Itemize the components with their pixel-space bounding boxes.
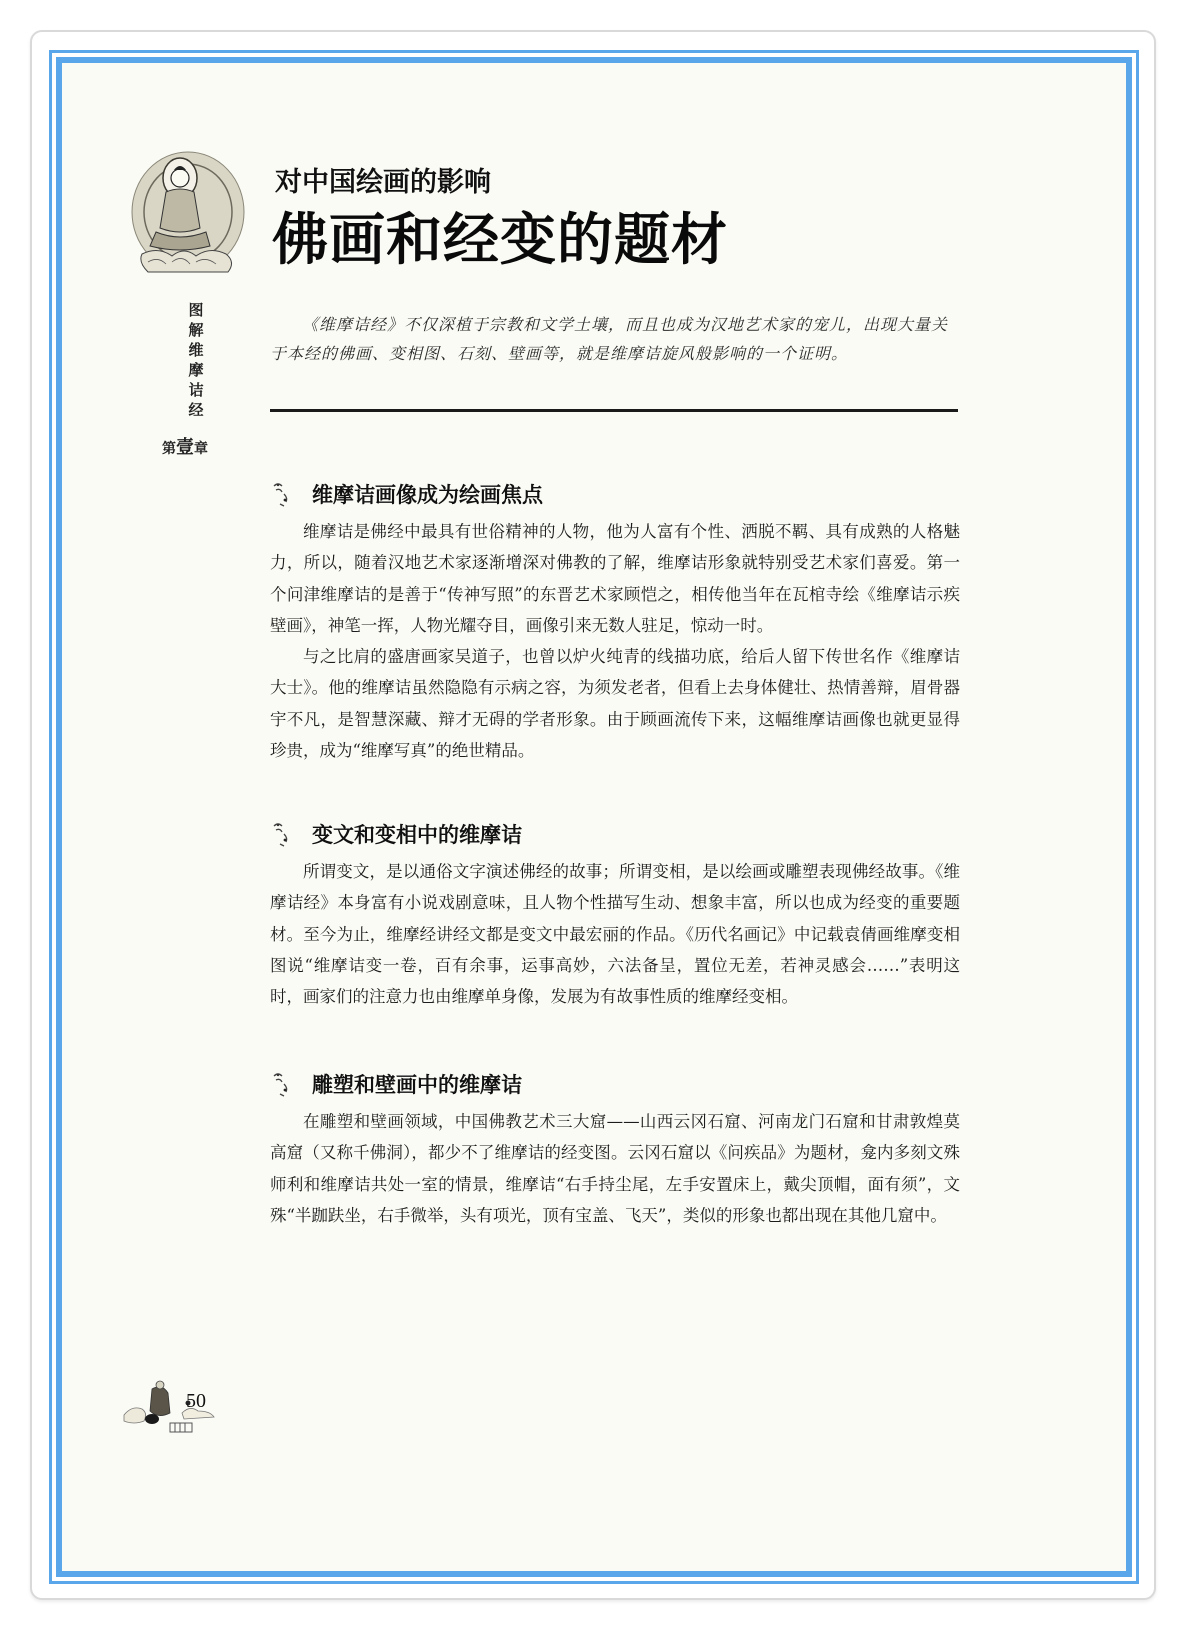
body-paragraph: 在雕塑和壁画领域，中国佛教艺术三大窟——山西云冈石窟、河南龙门石窟和甘肃敦煌莫高窟（又称千佛洞），都少不了维摩诘的经变图。云冈石窟以《问疾品》为题材，龛内多刻文殊师利和维摩诘共处一室的情景，维摩诘“右手持尘尾，左手安置床上，戴尖顶帽，面有须”，文殊“半跏趺坐，右手微举，头有项光，顶有宝盖、飞天”，类似的形象也都出现在其他几窟中。	[270, 1112, 960, 1225]
figure-vignette-icon	[270, 820, 300, 850]
section-heading: 雕塑和壁画中的维摩诘	[270, 1070, 960, 1100]
body-paragraph: 维摩诘是佛经中最具有世俗精神的人物，他为人富有个性、洒脱不羁、具有成熟的人格魅力，所以，随着汉地艺术家逐渐增深对佛教的了解，维摩诘形象就特别受艺术家们喜爱。第一个问津维摩诘的是善于“传神写照”的东晋艺术家顾恺之，相传他当年在瓦棺寺绘《维摩诘示疾壁画》，神笔一挥，人物光耀夺目，画像引来无数人驻足，惊动一时。	[270, 522, 960, 635]
intro-paragraph: 《维摩诘经》不仅深植于宗教和文学土壤，而且也成为汉地艺术家的宠儿，出现大量关于本经的佛画、变相图、石刻、壁画等，就是维摩诘旋风般影响的一个证明。	[270, 315, 949, 363]
figure-vignette-icon	[270, 480, 300, 510]
divider	[270, 409, 958, 412]
chapter-label: 第壹章	[162, 437, 208, 458]
section-heading: 变文和变相中的维摩诘	[270, 820, 960, 850]
section-sculpture-murals	[270, 1070, 960, 1231]
seated-buddha-icon	[128, 150, 248, 280]
body-paragraph: 所谓变文，是以通俗文字演述佛经的故事；所谓变相，是以绘画或雕塑表现佛经故事。《维摩诘经》本身富有小说戏剧意味，且人物个性描写生动、想象丰富，所以也成为经变的重要题材。至今为止，维摩经讲经文都是变文中最宏丽的作品。《历代名画记》中记载袁倩画维摩变相图说“维摩诘变一卷，百有余事，运事高妙，六法备呈，置位无差，若神灵感会……”表明这时，画家们的注意力也由维摩单身像，发展为有故事性质的维摩经变相。	[270, 862, 960, 1007]
body-paragraph: 与之比肩的盛唐画家吴道子，也曾以炉火纯青的线描功底，给后人留下传世名作《维摩诘大士》。他的维摩诘虽然隐隐有示病之容，为须发老者，但看上去身体健壮、热情善辩，眉骨器宇不凡，是智慧深藏、辩才无碍的学者形象。由于顾画流传下来，这幅维摩诘画像也就更显得珍贵，成为“维摩写真”的绝世精品。	[270, 647, 960, 761]
figure-vignette-icon	[270, 1070, 300, 1100]
section-bianwen-bianxiang	[270, 820, 960, 1012]
section-portrait-focus	[270, 480, 960, 766]
book-series-title: 图 解 维 摩 诘 经	[188, 301, 204, 419]
inner-blue-frame	[56, 57, 1132, 1577]
page-number: 50	[186, 1390, 206, 1412]
section-kicker: 对中国绘画的影响	[275, 167, 491, 198]
page-title: 佛画和经变的题材	[272, 208, 728, 273]
section-heading: 维摩诘画像成为绘画焦点	[270, 480, 960, 510]
